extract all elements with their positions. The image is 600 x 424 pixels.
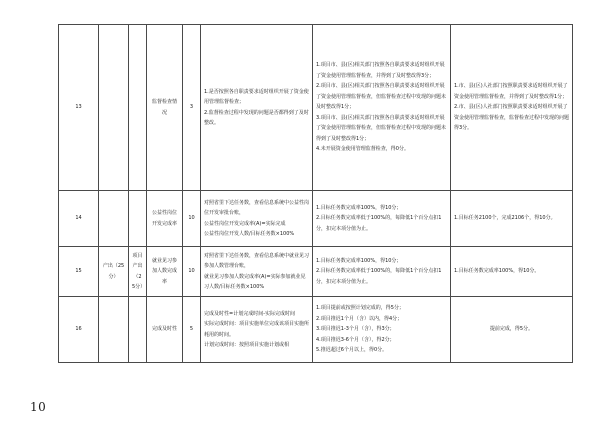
result-item: 1.目标任务数完成率100%，得10分。 [454,268,540,275]
criteria-item: 5.推迟超过6个月以上，得0分。 [316,347,388,354]
indicator-score: 10 [183,247,201,297]
evaluation-result [451,25,573,191]
indicator-name: 监督检查情况 [147,25,183,191]
table-row-14 [59,191,573,247]
indicator-name: 公益性岗位开发完成率 [147,191,183,247]
indicator-explanation: 1.是否按照各自职责要求适时组织开展了资金使用管理监督检查； 2.监督检查过程中发现的问题是否都得到了及时整改。 [201,25,313,191]
criteria-item: 2.项目推迟1个月（含）以内，得4分； [316,315,403,322]
table-row-13 [59,25,573,191]
evaluation-result [451,297,573,363]
criteria-item: 4.项目推迟3-6个月（含），得2分； [316,336,395,343]
criteria-item: 1.目标任务数完成率100%，得10分； [316,257,402,264]
criteria-item: 2.目标任务数完成率低于100%的，每降低1个百分点扣1分，扣完本项分值为止。 [316,268,442,285]
indicator-name: 就业见习参加人数完成率 [147,247,183,297]
evaluation-result [451,247,573,297]
row-number: 15 [59,247,99,297]
indicator-explanation: 对照省里下达任务数，查看信息系统中公益性岗位开发审批台账， 公益性岗位开发完成率(A)=实际完成 公益性岗位开发人数/目标任务数×100% [201,191,313,247]
row-number: 14 [59,191,99,247]
row-number: 13 [59,25,99,191]
group-level2-cell: 项目产出（25分） [129,247,147,297]
group-level1-cell [99,297,129,363]
scoring-criteria [313,191,451,247]
criteria-item: 4.未开展资金使用管理监督检查，得0分。 [316,146,409,153]
result-item: 1.市、县(区)人社部门按照职责要求适时组织开展了资金使用管理监督检查，并得到了及时整改得1分； [454,83,568,100]
group-level2-cell [129,25,147,191]
indicator-explanation: 完成及时性=计划完成时间-实际完成时间 实际完成时间：项目实施单位完成该项目实施所耗用的时间。 计划完成时间：按照项目实施计划或相 [201,297,313,363]
indicator-explanation: 对照省里下达任务数，查看信息系统中就业见习参加人数管理台账， 就业见习参加人数完成率(A)=实际参加就业见习人数/目标任务数×100% [201,247,313,297]
scoring-criteria [313,25,451,191]
result-item: 2.市、县(区)人社部门按照职责要求适时组织开展了资金使用管理监督检查，监督检查过程中发现的问题得3分。 [454,104,570,132]
evaluation-result [451,191,573,247]
row-number: 16 [59,297,99,363]
table-row-15 [59,247,573,297]
group-level1-cell: 产出（25分） [99,247,129,297]
criteria-item: 1.目标任务数完成率100%，得10分； [316,204,402,211]
criteria-item: 2.目标任务数完成率低于100%的，每降低1个百分点扣1分，扣完本项分值为止。 [316,215,442,232]
group-level1-cell [99,25,129,191]
criteria-item: 1.项目市、县(区)相关部门按照各自职责要求适时组织开展了资金使用管理监督检查，并得到了及时整改得3分； [316,62,445,79]
indicator-score: 3 [183,25,201,191]
indicator-score: 10 [183,191,201,247]
group-level2-cell [129,297,147,363]
scoring-criteria [313,247,451,297]
group-level1-cell [99,191,129,247]
criteria-item: 3.项目市、县(区)相关部门按照各自职责要求适时组织开展了资金使用管理监督检查，但监督检查过程中发现的问题未得到了及时整改得1分； [316,114,447,142]
scoring-criteria [313,297,451,363]
group-level2-cell [129,191,147,247]
page-number: 10 [30,400,47,414]
criteria-item: 1.项目提前或按照计划完成的，得5分； [316,305,404,312]
indicator-score: 5 [183,297,201,363]
table-row-16 [59,297,573,363]
result-item: 提前完成，得5分。 [489,326,534,333]
evaluation-table [58,24,573,363]
indicator-name: 完成及时性 [147,297,183,363]
criteria-item: 2.项目市、县(区)相关部门按照各自职责要求适时组织开展了资金使用管理监督检查，但监督检查过程中发现的问题未及时整改得1分； [316,83,447,111]
result-item: 1.目标任务2100个，完成2106个，得10分。 [454,215,556,222]
criteria-item: 3.项目推迟1-3个月（含），得3分； [316,326,395,333]
